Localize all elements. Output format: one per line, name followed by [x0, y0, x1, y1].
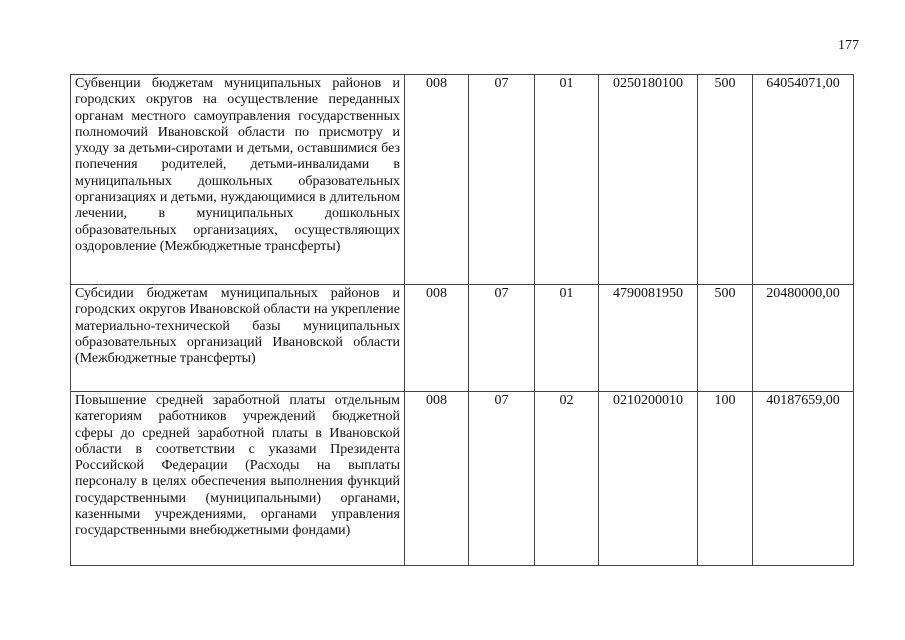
section-code: 07 [469, 285, 535, 392]
subsection-code: 01 [535, 75, 599, 285]
amount: 40187659,00 [753, 392, 854, 566]
row-description: Повышение средней заработной платы отдельным категориям работников учреждений бюджетной сферы до средней заработной платы в Ивановской области в соответствии с указами Президента Российской Федерации (Расходы на выплаты персоналу в целях обеспечения выполнения функций государственными (муниципальными) органами, казенными учреждениями, органами управления государственными внебюджетными фондами) [71, 392, 405, 566]
ministry-code: 008 [405, 75, 469, 285]
table-row [71, 75, 854, 285]
target-article-code: 0250180100 [599, 75, 698, 285]
section-code: 07 [469, 392, 535, 566]
expense-type-code: 500 [698, 285, 753, 392]
expense-type-code: 100 [698, 392, 753, 566]
budget-table [70, 74, 854, 566]
subsection-code: 02 [535, 392, 599, 566]
page-number: 177 [838, 38, 859, 53]
row-description: Субсидии бюджетам муниципальных районов и городских округов Ивановской области на укрепление материально-технической базы муниципальных образовательных организаций Ивановской области (Межбюджетные трансферты) [71, 285, 405, 392]
table-row [71, 392, 854, 566]
ministry-code: 008 [405, 285, 469, 392]
table-row [71, 285, 854, 392]
subsection-code: 01 [535, 285, 599, 392]
expense-type-code: 500 [698, 75, 753, 285]
row-description: Субвенции бюджетам муниципальных районов и городских округов на осуществление переданных органам местного самоуправления государственных полномочий Ивановской области по присмотру и уходу за детьми-сиротами и детьми, оставшимися без попечения родителей, детьми-инвалидами в муниципальных дошкольных образовательных организациях и детьми, нуждающимися в длительном лечении, в муниципальных дошкольных образовательных организациях, осуществляющих оздоровление (Межбюджетные трансферты) [71, 75, 405, 285]
amount: 64054071,00 [753, 75, 854, 285]
section-code: 07 [469, 75, 535, 285]
target-article-code: 4790081950 [599, 285, 698, 392]
target-article-code: 0210200010 [599, 392, 698, 566]
ministry-code: 008 [405, 392, 469, 566]
amount: 20480000,00 [753, 285, 854, 392]
